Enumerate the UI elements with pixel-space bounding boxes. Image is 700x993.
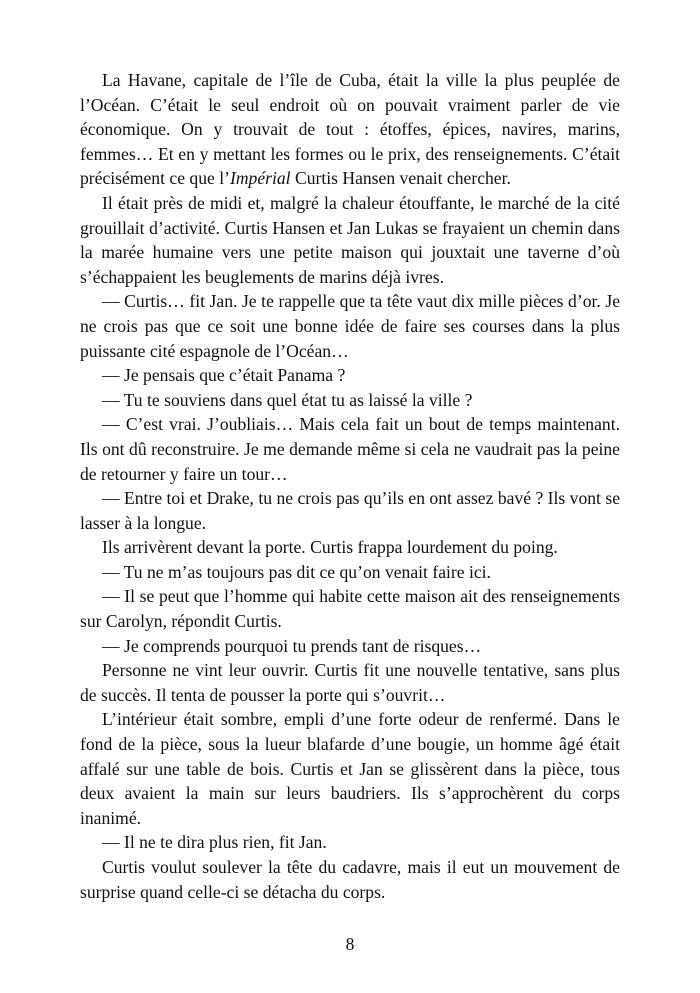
page-body (80, 68, 620, 904)
paragraph-13: L’intérieur était sombre, empli d’une forte odeur de renfermé. Dans le fond de la pièce, sous la lueur blafarde d’une bougie, un homme âgé était affalé sur une table de bois. Curtis et Jan se glissèrent dans la pièce, tous deux avaient la main sur leurs baudriers. Ils s’approchèrent du corps inanimé. (80, 709, 620, 828)
paragraph-8: Ils arrivèrent devant la porte. Curtis frappa lourdement du poing. (102, 537, 558, 558)
paragraph-6: — C’est vrai. J’oubliais… Mais cela fait un bout de temps maintenant. Ils ont dû reconstruire. Je me demande même si cela ne vaudrait pas la peine de retourner y faire un tour… (80, 414, 620, 484)
paragraph-9: — Tu ne m’as toujours pas dit ce qu’on venait faire ici. (102, 561, 491, 582)
paragraph-2: Il était près de midi et, malgré la chaleur étouffante, le marché de la cité grouillait d’activité. Curtis Hansen et Jan Lukas se frayaient un chemin dans la marée humaine vers une petite maison qui jouxtait une taverne d’où s’échappaient les beuglements de marins déjà ivres. (80, 192, 620, 287)
paragraph-1-text-b: Curtis Hansen venait chercher. (290, 168, 511, 189)
paragraph-1 (80, 68, 620, 191)
paragraph-1-text-a: La Havane, capitale de l’île de Cuba, était la ville la plus peuplée de l’Océan. C’était le seul endroit où on pouvait vraiment parler de vie économique. On y trouvait de tout : étoffes, épices, navires, marins, femmes… Et en y mettant les formes ou le prix, des renseignements. C’était précisément ce que l’ (80, 70, 620, 189)
page-number: 8 (345, 934, 355, 954)
ship-name-imperial: Impérial (229, 168, 291, 189)
paragraph-4: — Je pensais que c’était Panama ? (102, 365, 346, 386)
paragraph-7: — Entre toi et Drake, tu ne crois pas qu’ils en ont assez bavé ? Ils vont se lasser à la longue. (80, 488, 620, 533)
paragraph-10: — Il se peut que l’homme qui habite cette maison ait des renseignements sur Carolyn, répondit Curtis. (80, 586, 620, 632)
paragraph-11: — Je comprends pourquoi tu prends tant de risques… (102, 635, 482, 656)
paragraph-14: — Il ne te dira plus rien, fit Jan. (102, 832, 327, 853)
paragraph-5: — Tu te souviens dans quel état tu as laissé la ville ? (102, 389, 473, 410)
paragraph-3: — Curtis… fit Jan. Je te rappelle que ta tête vaut dix mille pièces d’or. Je ne crois pas que ce soit une bonne idée de faire ses courses dans la plus puissante cité espagnole de l’Océan… (80, 291, 620, 361)
paragraph-12: Personne ne vint leur ouvrir. Curtis fit une nouvelle tentative, sans plus de succès. Il tenta de pousser la porte qui s’ouvrit… (80, 660, 620, 705)
paragraph-15: Curtis voulut soulever la tête du cadavre, mais il eut un mouvement de surprise quand celle-ci se détacha du corps. (80, 857, 620, 902)
